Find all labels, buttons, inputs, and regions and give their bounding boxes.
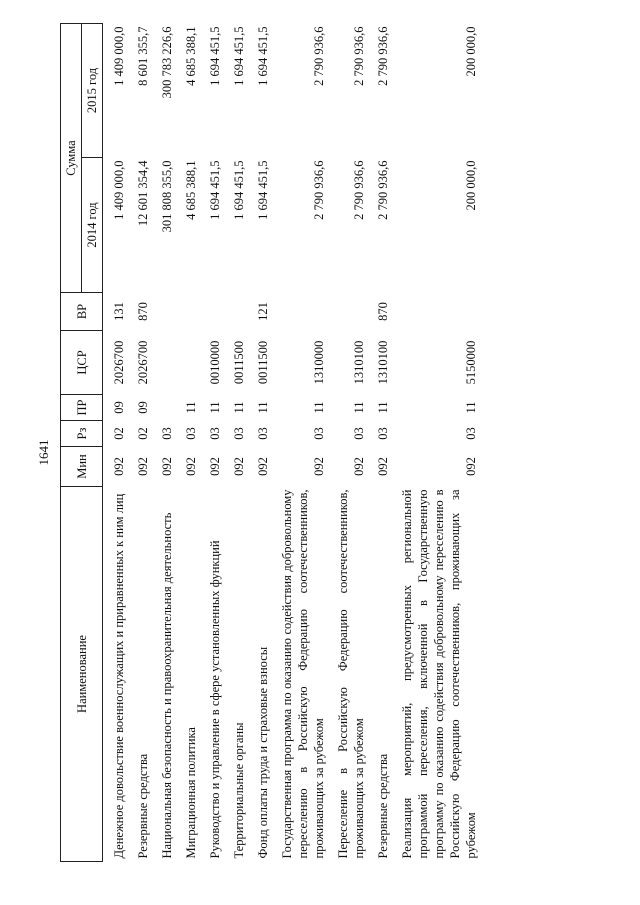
row-2015: 200 000,0 [464, 26, 478, 77]
header-min: Мин [61, 447, 103, 487]
row-2014: 1 694 451,5 [208, 160, 222, 220]
row-2014: 2 790 936,6 [352, 160, 366, 220]
header-pr: ПР [61, 395, 103, 421]
row-2015: 1 409 000,0 [112, 26, 126, 86]
row-2014: 2 790 936,6 [376, 160, 390, 220]
row-pr [156, 395, 180, 421]
row-rz: 03 [232, 427, 246, 440]
row-min: 092 [312, 457, 326, 476]
row-pr: 11 [232, 401, 246, 414]
row-rz: 03 [376, 427, 390, 440]
header-2014: 2014 год [82, 158, 103, 293]
header-row [61, 24, 82, 862]
row-2015: 4 685 388,1 [184, 26, 198, 86]
row-min: 092 [232, 457, 246, 476]
row-csr: 1310100 [352, 340, 366, 385]
row-name: Фонд оплаты труда и страховые взносы [256, 646, 270, 859]
row-pr: 11 [184, 401, 198, 414]
row-2015: 1 694 451,5 [232, 26, 246, 86]
row-vr [228, 293, 252, 331]
row-name: Государственная программа по оказанию содействия добровольному переселению в Российскую Федерацию соотечественников, проживающих за рубежом [280, 489, 326, 859]
row-pr: 11 [376, 401, 390, 414]
row-rz: 03 [184, 427, 198, 440]
row-csr: 0010000 [208, 340, 222, 385]
row-2015: 2 790 936,6 [376, 26, 390, 86]
row-min: 092 [208, 457, 222, 476]
row-rz: 02 [112, 427, 126, 440]
table-row [180, 24, 204, 862]
row-name: Денежное довольствие военнослужащих и приравненных к ним лиц [112, 493, 126, 859]
budget-table [60, 23, 484, 862]
row-min: 092 [184, 457, 198, 476]
row-2015: 1 694 451,5 [208, 26, 222, 86]
row-name: Миграционная политика [184, 727, 198, 859]
row-name: Руководство и управление в сфере установленных функций [208, 540, 222, 859]
row-csr: 1310100 [376, 340, 390, 385]
row-rz: 03 [208, 427, 222, 440]
row-2014: 1 694 451,5 [232, 160, 246, 220]
table-row [228, 24, 252, 862]
row-2015: 300 783 226,6 [160, 26, 174, 99]
row-csr: 0011500 [232, 340, 246, 385]
row-min: 092 [464, 457, 478, 476]
row-csr [180, 331, 204, 395]
table-row [332, 24, 372, 862]
row-pr: 11 [256, 401, 270, 414]
table-row [276, 24, 332, 862]
row-name: Резервные средства [376, 753, 390, 859]
row-pr: 09 [136, 401, 150, 414]
row-csr: 1310000 [312, 340, 326, 385]
row-csr: 0011500 [256, 340, 270, 385]
row-rz: 02 [136, 427, 150, 440]
row-min: 092 [256, 457, 270, 476]
table-row [156, 24, 180, 862]
row-pr: 11 [208, 401, 222, 414]
row-name: Переселение в Российскую Федерацию соотечественников, проживающих за рубежом [336, 489, 366, 859]
row-rz: 03 [256, 427, 270, 440]
row-vr [156, 293, 180, 331]
header-csr: ЦСР [61, 331, 103, 395]
header-sum: Сумма [61, 24, 82, 293]
row-name: Территориальные органы [232, 722, 246, 859]
row-rz: 03 [352, 427, 366, 440]
row-2014: 12 601 354,4 [136, 160, 150, 227]
row-csr: 2026700 [112, 340, 126, 385]
row-vr: 121 [256, 302, 270, 321]
row-vr [180, 293, 204, 331]
header-vr: ВР [61, 293, 103, 331]
row-csr [156, 331, 180, 395]
row-csr: 2026700 [136, 340, 150, 385]
table-row [252, 24, 276, 862]
row-vr [204, 293, 228, 331]
row-min: 092 [376, 457, 390, 476]
row-pr: 11 [352, 401, 366, 414]
page-number: 1641 [36, 439, 51, 466]
row-2014: 2 790 936,6 [312, 160, 326, 220]
row-vr: 131 [112, 302, 126, 321]
table-row [132, 24, 156, 862]
table-row [103, 24, 133, 862]
row-pr: 11 [312, 401, 326, 414]
row-rz: 03 [160, 427, 174, 440]
row-min: 092 [112, 457, 126, 476]
row-2015: 8 601 355,7 [136, 26, 150, 86]
header-2015: 2015 год [82, 24, 103, 158]
row-rz: 03 [312, 427, 326, 440]
row-min: 092 [136, 457, 150, 476]
row-pr: 09 [112, 401, 126, 414]
row-2014: 301 808 355,0 [160, 160, 174, 233]
row-csr: 5150000 [464, 340, 478, 385]
table-row [204, 24, 228, 862]
row-name: Резервные средства [136, 753, 150, 859]
row-2014: 200 000,0 [464, 160, 478, 211]
row-2014: 1 694 451,5 [256, 160, 270, 220]
row-vr [332, 293, 372, 331]
row-vr: 870 [376, 302, 390, 321]
row-2015: 1 694 451,5 [256, 26, 270, 86]
row-2014: 1 409 000,0 [112, 160, 126, 220]
header-rz: Рз [61, 421, 103, 447]
row-vr: 870 [136, 302, 150, 321]
header-name: Наименование [61, 487, 103, 862]
row-rz: 03 [464, 427, 478, 440]
table-row [372, 24, 396, 862]
row-2015: 2 790 936,6 [312, 26, 326, 86]
row-vr [276, 293, 332, 331]
table-row [396, 24, 484, 862]
row-name: Реализация мероприятий, предусмотренных региональной программой переселения, включенной в Государственную программу по оказанию содействия добровольному переселению в Российскую Федерацию соотечественников, проживающих за рубежом [400, 489, 478, 859]
row-pr: 11 [464, 401, 478, 414]
row-2015: 2 790 936,6 [352, 26, 366, 86]
row-min: 092 [160, 457, 174, 476]
row-name: Национальная безопасность и правоохранительная деятельность [160, 512, 174, 859]
row-min: 092 [352, 457, 366, 476]
row-vr [396, 293, 484, 331]
row-2014: 4 685 388,1 [184, 160, 198, 220]
